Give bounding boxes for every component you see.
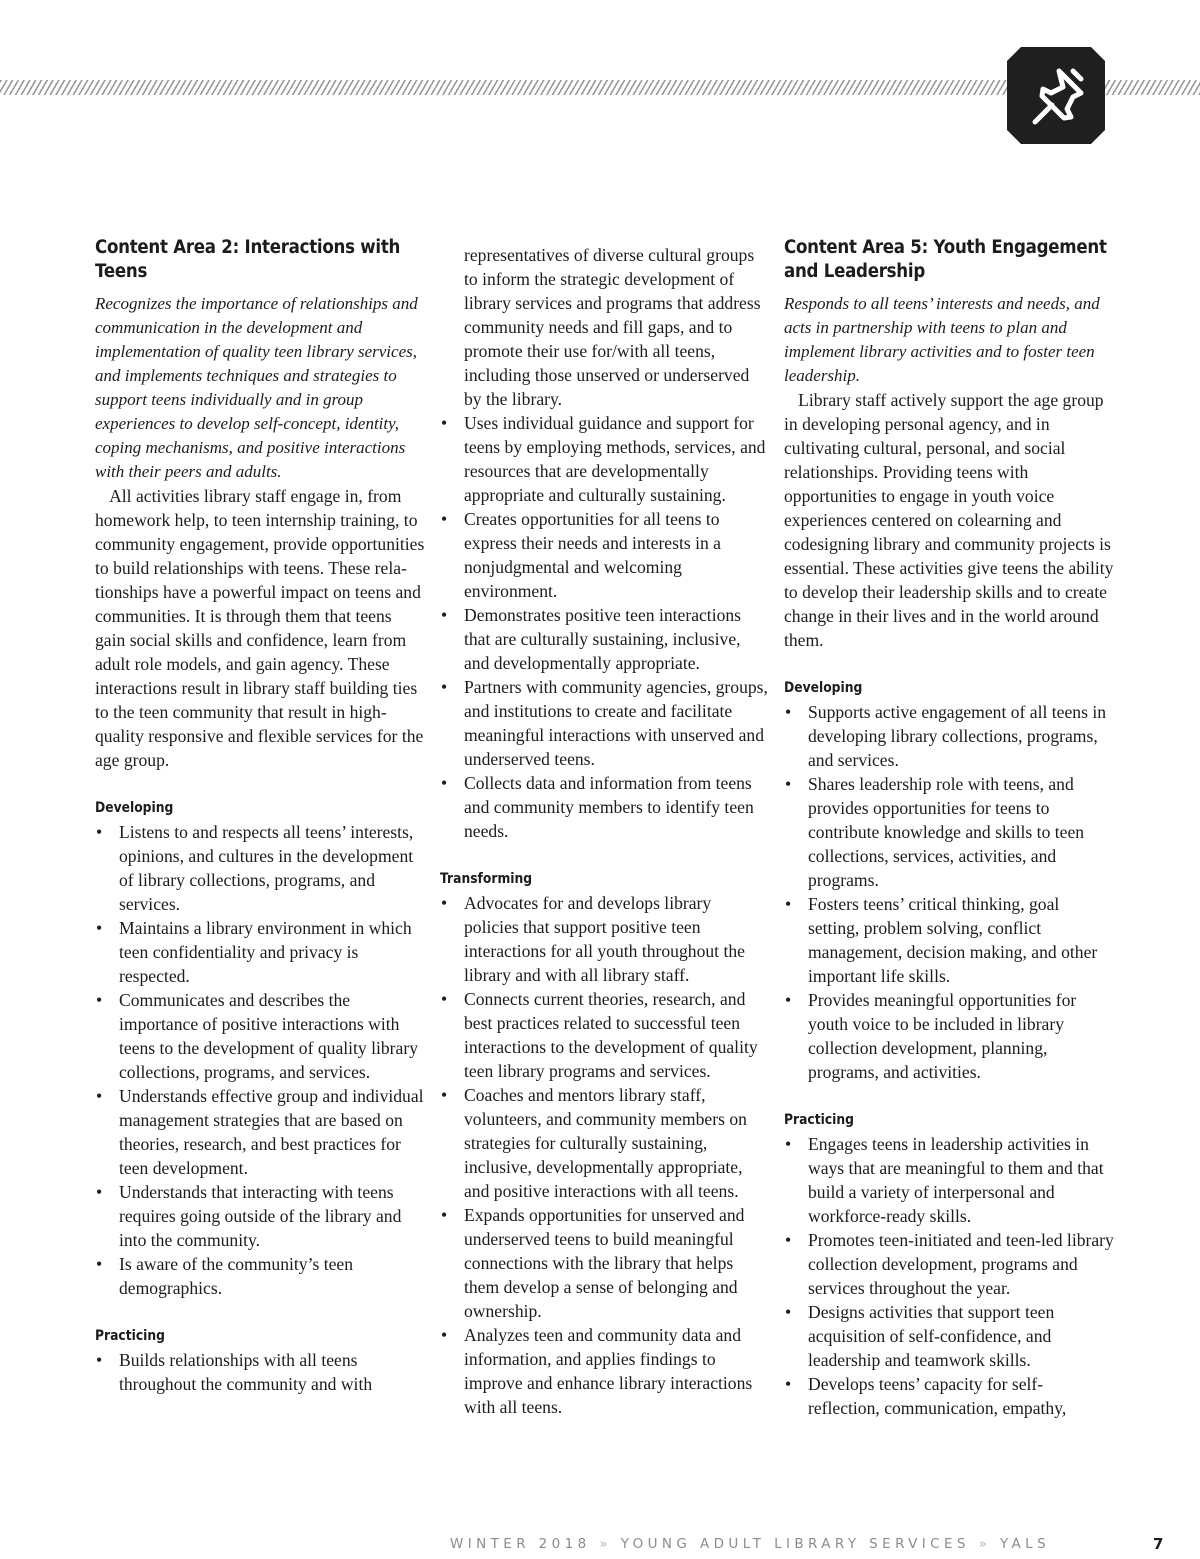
developing-list	[784, 700, 1114, 1084]
footer-season: WINTER 2018	[450, 1536, 591, 1552]
list-item: • Engages teens in leadership activities in ways that are meaningful to them and that build a variety of interpersonal and workforce-ready skills.	[784, 1132, 1114, 1228]
developing-list	[95, 820, 425, 1300]
practicing-continuation: representatives of diverse cultural groups to inform the strategic development of library services and programs that address community needs and fill gaps, and to promote their use for/with all teens, including those unserved or underserved by the library.	[464, 245, 761, 409]
list-item: • Fosters teens’ critical thinking, goal setting, problem solving, conflict management, decision making, and other important life skills.	[784, 892, 1114, 988]
column-1	[95, 236, 425, 1396]
list-item: • Develops teens’ capacity for self-reflection, communication, empathy,	[784, 1372, 1114, 1420]
practicing-list	[95, 1348, 425, 1396]
list-item: • Provides meaningful opportunities for youth voice to be included in library collection development, planning, programs, and activities.	[784, 988, 1114, 1084]
list-item: • Communicates and describes the importance of positive interactions with teens to the development of quality library collections, programs, and services.	[95, 988, 425, 1084]
list-item: • Advocates for and develops library policies that support positive teen interactions for all youth throughout the library and with all library staff.	[440, 891, 770, 987]
list-item: • Expands opportunities for unserved and underserved teens to build meaningful connections with the library that helps them develop a sense of belonging and ownership.	[440, 1203, 770, 1323]
list-item: • Builds relationships with all teens throughout the community and with	[95, 1348, 425, 1396]
list-item: • Coaches and mentors library staff, volunteers, and community members on strategies for culturally sustaining, inclusive, developmentally appropriate, and positive interactions with all teens.	[440, 1083, 770, 1203]
pushpin-icon	[1007, 47, 1105, 144]
list-item: • Supports active engagement of all teens in developing library collections, programs, and services.	[784, 700, 1114, 772]
page-number: 7	[1153, 1535, 1164, 1553]
list-item: • Partners with community agencies, groups, and institutions to create and facilitate meaningful interactions with unserved and underserved teens.	[440, 675, 770, 771]
content-area-2-intro: Recognizes the importance of relationships and communication in the development and implementation of quality teen library services, and implements techniques and strategies to support teens individually and in group experiences to develop self-concept, identity, coping mechanisms, and positive interactions with their peers and adults.	[95, 294, 418, 481]
column-3	[784, 236, 1114, 1420]
content-area-2-title: Content Area 2: Interactions with Teens	[95, 237, 401, 282]
list-item: • Analyzes teen and community data and information, and applies findings to improve and enhance library interactions with all teens.	[440, 1323, 770, 1419]
content-area-2-paragraph: All activities library staff engage in, from homework help, to teen internship training, to community engagement, provide opportunities to build relationships with teens. These relationships have a powerful impact on teens and communities. It is through them that teens gain social skills and confidence, learn from adult role models, and gain agency. These interactions result in library staff building ties to the teen community that result in high-quality responsive and flexible services for the age group.	[95, 486, 425, 770]
list-item: • Collects data and information from teens and community members to identify teen needs.	[440, 771, 770, 843]
footer-abbrev: YALS	[999, 1536, 1051, 1552]
content-area-5-paragraph: Library staff actively support the age group in developing personal agency, and in cultivating cultural, personal, and social relationships. Providing teens with opportunities to engage in youth voice experiences centered on colearning and codesigning library and community projects is essential. These activities give teens the ability to develop their leadership skills and to create change in their lives and in the world around them.	[784, 390, 1114, 650]
list-item: • Is aware of the community’s teen demographics.	[95, 1252, 425, 1300]
column-2	[440, 243, 770, 1419]
content-area-5-intro: Responds to all teens’ interests and needs, and acts in partnership with teens to plan and implement library activities and to foster teen leadership.	[784, 294, 1100, 385]
list-item: • Listens to and respects all teens’ interests, opinions, and cultures in the development of library collections, programs, and services.	[95, 820, 425, 916]
running-footer	[450, 1536, 1110, 1552]
practicing-list	[784, 1132, 1114, 1420]
footer-journal: YOUNG ADULT LIBRARY SERVICES	[620, 1536, 970, 1552]
developing-heading: Developing	[95, 800, 174, 816]
content-area-5-title: Content Area 5: Youth Engagement and Leadership	[784, 237, 1107, 282]
transforming-heading: Transforming	[440, 871, 533, 887]
list-item: • Uses individual guidance and support for teens by employing methods, services, and resources that are developmentally appropriate and culturally sustaining.	[440, 411, 770, 507]
transforming-list	[440, 891, 770, 1419]
list-item: • Designs activities that support teen acquisition of self-confidence, and leadership and teamwork skills.	[784, 1300, 1114, 1372]
practicing-heading: Practicing	[95, 1328, 165, 1344]
list-item: • Connects current theories, research, and best practices related to successful teen interactions to the development of quality teen library programs and services.	[440, 987, 770, 1083]
practicing-list-continued	[440, 411, 770, 843]
list-item: • Understands that interacting with teens requires going outside of the library and into the community.	[95, 1180, 425, 1252]
section-badge	[1007, 47, 1105, 144]
footer-separator: »	[599, 1536, 613, 1552]
list-item: • Shares leadership role with teens, and provides opportunities for teens to contribute knowledge and skills to teen collections, services, activities, and programs.	[784, 772, 1114, 892]
list-item: • Understands effective group and individual management strategies that are based on theories, research, and best practices for teen development.	[95, 1084, 425, 1180]
developing-heading: Developing	[784, 680, 863, 696]
list-item: • Maintains a library environment in which teen confidentiality and privacy is respected.	[95, 916, 425, 988]
list-item: • Demonstrates positive teen interactions that are culturally sustaining, inclusive, and developmentally appropriate.	[440, 603, 770, 675]
list-item: • Creates opportunities for all teens to express their needs and interests in a nonjudgmental and welcoming environment.	[440, 507, 770, 603]
practicing-heading: Practicing	[784, 1112, 854, 1128]
list-item: • Promotes teen-initiated and teen-led library collection development, programs and services throughout the year.	[784, 1228, 1114, 1300]
footer-separator: »	[978, 1536, 992, 1552]
